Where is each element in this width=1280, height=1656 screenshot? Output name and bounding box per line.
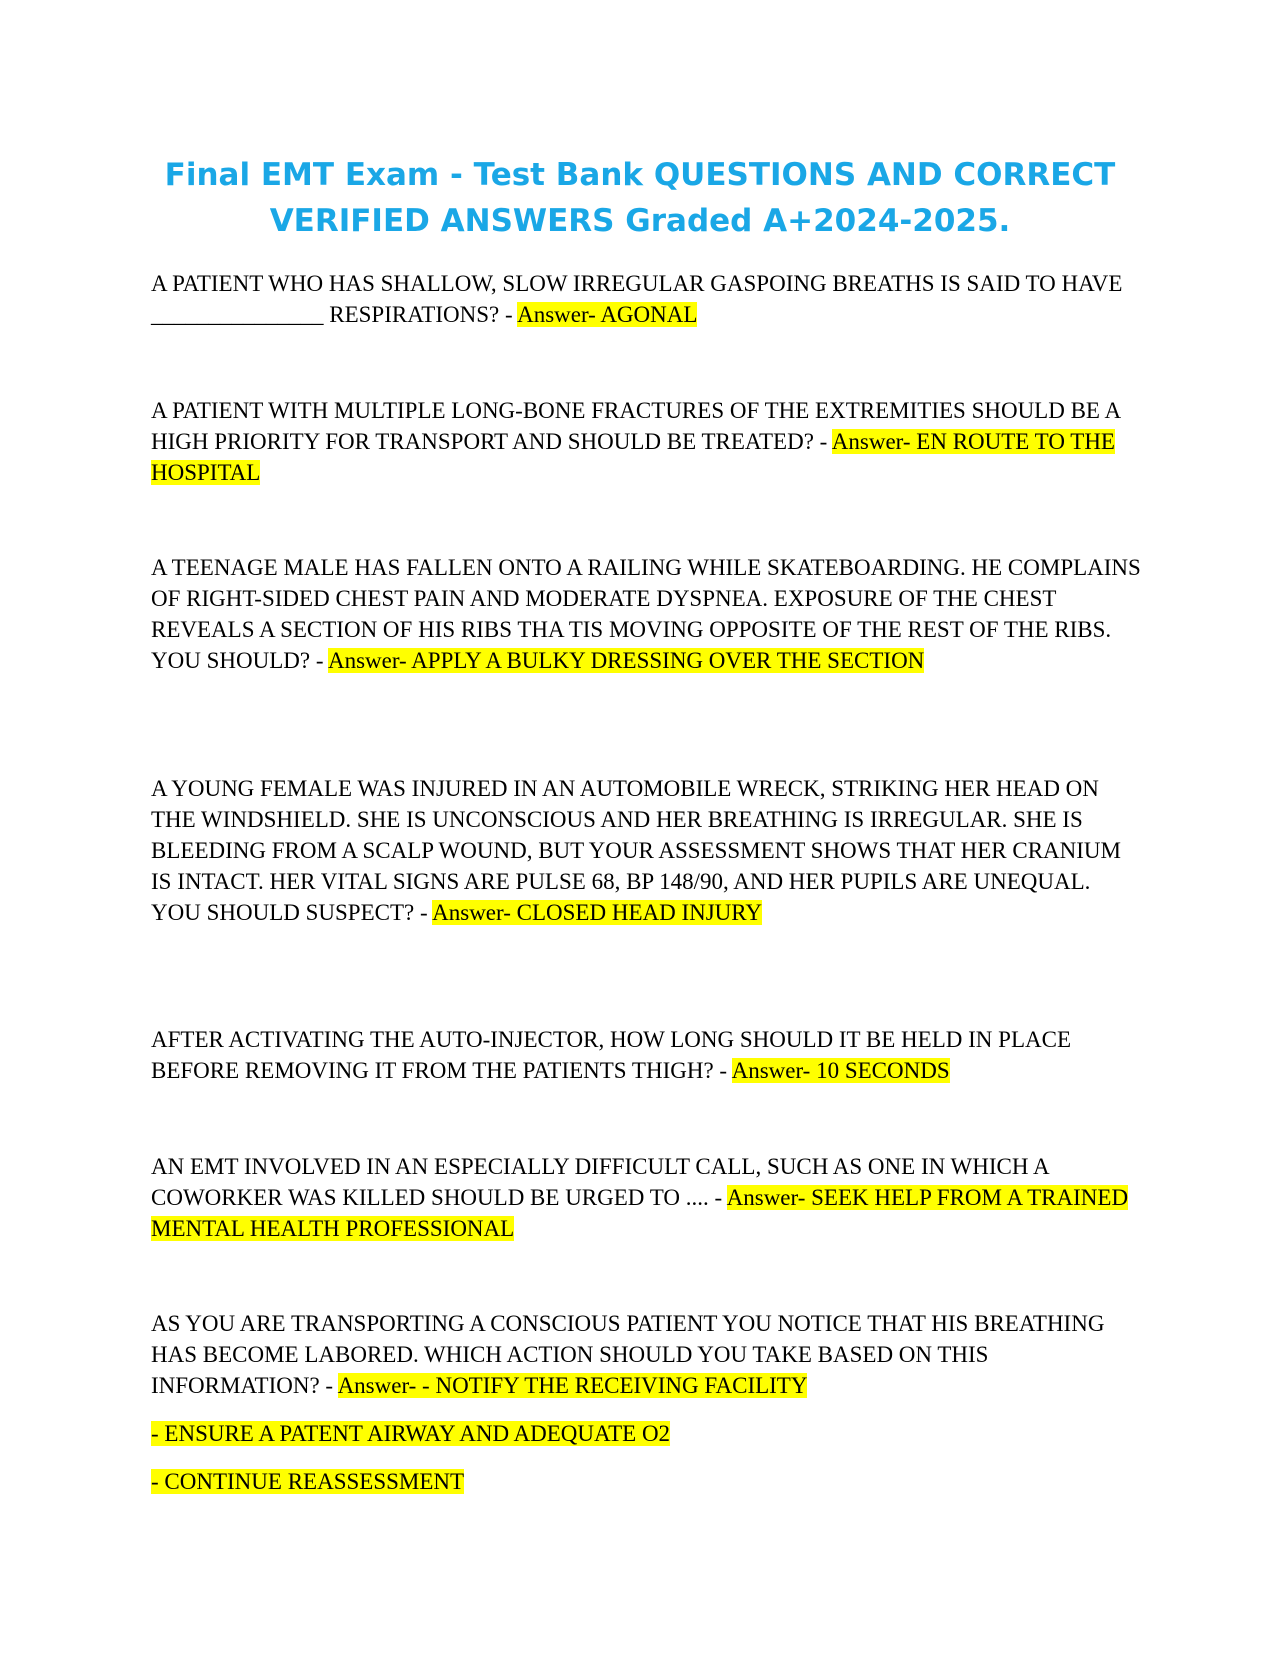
qa-item-3 xyxy=(151,552,1141,676)
qa-item-5 xyxy=(151,1024,1141,1086)
document-title: Final EMT Exam - Test Bank QUESTIONS AND CORRECT VERIFIED ANSWERS Graded A+2024-2025. xyxy=(164,157,1116,239)
answer-text: Answer- - NOTIFY THE RECEIVING FACILITY xyxy=(337,1373,808,1398)
qa-item-6 xyxy=(151,1151,1141,1244)
answer-extra-text: - CONTINUE REASSESSMENT xyxy=(151,1469,465,1494)
qa-item-2 xyxy=(151,395,1141,488)
question-text: A PATIENT WHO HAS SHALLOW, SLOW IRREGULAR GASPOING BREATHS IS SAID TO HAVE _______________ RESPIRATIONS? - xyxy=(151,271,1123,327)
answer-extra-line-1 xyxy=(151,1418,670,1449)
answer-extra-text: - ENSURE A PATENT AIRWAY AND ADEQUATE O2 xyxy=(151,1421,671,1446)
question-text: AFTER ACTIVATING THE AUTO-INJECTOR, HOW LONG SHOULD IT BE HELD IN PLACE BEFORE REMOVING IT FROM THE PATIENTS THIGH? - xyxy=(151,1027,1071,1083)
qa-item-4 xyxy=(151,773,1141,928)
answer-text: Answer- 10 SECONDS xyxy=(731,1058,950,1083)
answer-text: Answer- CLOSED HEAD INJURY xyxy=(432,900,762,925)
question-text: A YOUNG FEMALE WAS INJURED IN AN AUTOMOBILE WRECK, STRIKING HER HEAD ON THE WINDSHIELD. SHE IS UNCONSCIOUS AND HER BREATHING IS IRREGULAR. SHE IS BLEEDING FROM A SCALP WOUND, BUT YOUR ASSESSMENT SHOWS THAT HER CRANIUM IS INTACT. HER VITAL SIGNS ARE PULSE 68, BP 148/90, AND HER PUPILS ARE UNEQUAL. YOU SHOULD SUSPECT? - xyxy=(151,776,1121,925)
question-text: AN EMT INVOLVED IN AN ESPECIALLY DIFFICULT CALL, SUCH AS ONE IN WHICH A COWORKER WAS KILLED SHOULD BE URGED TO .... - xyxy=(151,1154,1049,1210)
answer-text: Answer- SEEK HELP FROM A TRAINED MENTAL HEALTH PROFESSIONAL xyxy=(151,1185,1129,1241)
answer-text: Answer- APPLY A BULKY DRESSING OVER THE SECTION xyxy=(327,648,925,673)
answer-extra-line-2 xyxy=(151,1466,464,1497)
question-text: A TEENAGE MALE HAS FALLEN ONTO A RAILING WHILE SKATEBOARDING. HE COMPLAINS OF RIGHT-SIDED CHEST PAIN AND MODERATE DYSPNEA. EXPOSURE OF THE CHEST REVEALS A SECTION OF HIS RIBS THA TIS MOVING OPPOSITE OF THE REST OF THE RIBS. YOU SHOULD? - xyxy=(151,555,1141,673)
question-text: A PATIENT WITH MULTIPLE LONG-BONE FRACTURES OF THE EXTREMITIES SHOULD BE A HIGH PRIORITY FOR TRANSPORT AND SHOULD BE TREATED? - xyxy=(151,398,1120,454)
answer-text: Answer- EN ROUTE TO THE HOSPITAL xyxy=(151,429,1115,485)
answer-text: Answer- AGONAL xyxy=(517,302,698,327)
qa-item-7 xyxy=(151,1308,1141,1401)
qa-item-1 xyxy=(151,268,1141,330)
question-text: AS YOU ARE TRANSPORTING A CONSCIOUS PATIENT YOU NOTICE THAT HIS BREATHING HAS BECOME LABORED. WHICH ACTION SHOULD YOU TAKE BASED ON THIS INFORMATION? - xyxy=(151,1311,1105,1398)
